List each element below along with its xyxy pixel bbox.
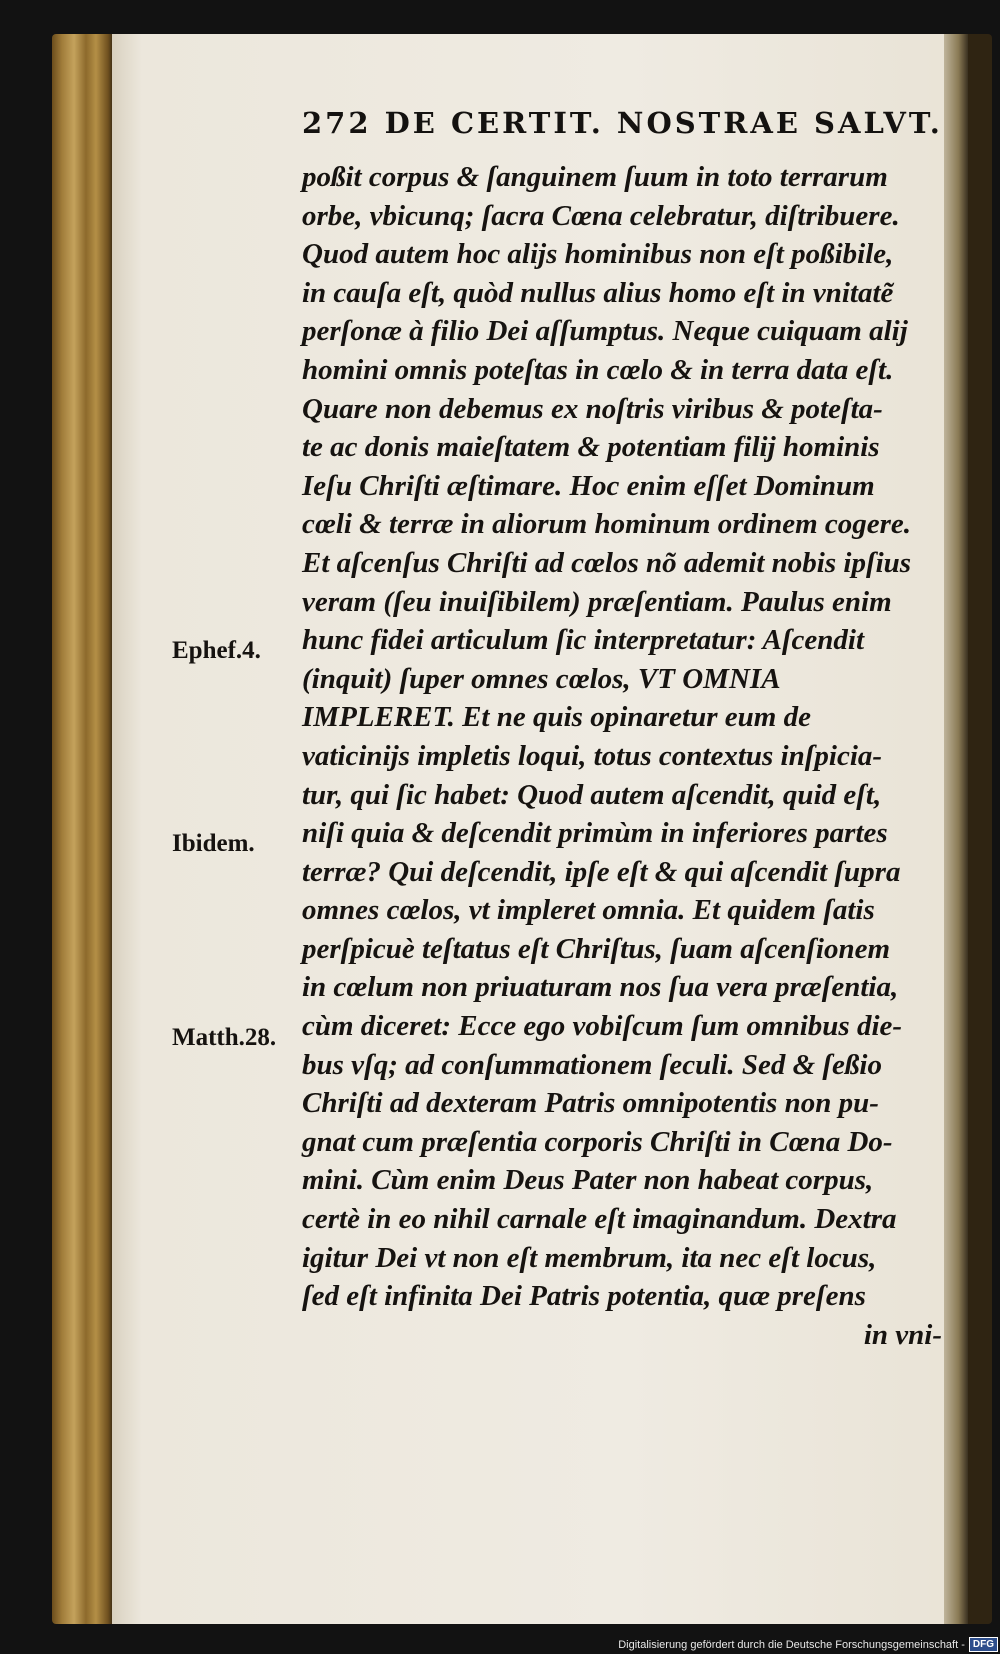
text-line: homini omnis poteſtas in cœlo & in terra data eſt. xyxy=(302,353,894,386)
text-line: Ieſu Chriſti æſtimare. Hoc enim eſſet Dominum xyxy=(302,469,875,502)
text-line: niſi quia & deſcendit primùm in inferiores partes xyxy=(302,817,888,850)
page-edge xyxy=(944,34,968,1624)
text-line: cœli & terræ in aliorum hominum ordinem cogere. xyxy=(302,508,912,541)
text-line: in cauſa eſt, quòd nullus alius homo eſt in vnitatẽ xyxy=(302,276,894,309)
text-line: Quod autem hoc alijs hominibus non eſt poßibile, xyxy=(302,238,894,271)
catchword: in vni- xyxy=(863,1318,942,1351)
text-line: Quare non debemus ex noſtris viribus & poteſta- xyxy=(302,392,883,425)
text-line: vaticinijs impletis loqui, totus contextus inſpicia- xyxy=(302,739,883,772)
text-line: omnes cœlos, vt impleret omnia. Et quidem ſatis xyxy=(302,894,875,927)
body-text xyxy=(302,158,942,1354)
text-line: certè in eo nihil carnale eſt imaginandum. Dextra xyxy=(302,1203,897,1236)
footer-text: Digitalisierung gefördert durch die Deutsche Forschungsgemeinschaft - xyxy=(618,1638,965,1651)
text-line: in cœlum non priuaturam nos ſua vera præſentia, xyxy=(302,971,899,1004)
text-line: cùm diceret: Ecce ego vobiſcum ſum omnibus die- xyxy=(302,1010,903,1043)
text-line: ſed eſt infinita Dei Patris potentia, quæ preſens xyxy=(302,1280,866,1313)
text-line: orbe, vbicunq; ſacra Cœna celebratur, diſtribuere. xyxy=(302,199,900,232)
text-line: veram (ſeu inuiſibilem) præſentiam. Paulus enim xyxy=(302,585,892,618)
text-line: perſonæ à filio Dei aſſumptus. Neque cuiquam alij xyxy=(302,315,908,348)
text-line: te ac donis maieſtatem & potentiam filij hominis xyxy=(302,431,880,464)
text-line: IMPLERET. Et ne quis opinaretur eum de xyxy=(302,701,811,734)
text-line: terræ? Qui deſcendit, ipſe eſt & qui aſcendit ſupra xyxy=(302,855,901,888)
page-header: 272 DE CERTIT. NOSTRAE SALVT. xyxy=(302,106,943,140)
dfg-logo: DFG xyxy=(969,1637,998,1652)
margin-note-matth: Matth.28. xyxy=(172,1024,277,1051)
text-line: igitur Dei vt non eſt membrum, ita nec eſt locus, xyxy=(302,1241,877,1274)
text-line: (inquit) ſuper omnes cœlos, VT OMNIA xyxy=(302,662,781,695)
text-line: gnat cum præſentia corporis Chriſti in Cœna Do- xyxy=(302,1125,893,1158)
text-line: perſpicuè teſtatus eſt Chriſtus, ſuam aſcenſionem xyxy=(302,932,891,965)
digitization-footer xyxy=(618,1637,998,1652)
margin-note-ibidem: Ibidem. xyxy=(172,830,255,857)
text-line: Et aſcenſus Chriſti ad cœlos nõ ademit nobis ipſius xyxy=(302,546,912,579)
text-line: Chriſti ad dexteram Patris omnipotentis non pu- xyxy=(302,1087,879,1120)
text-line: poßit corpus & ſanguinem ſuum in toto terrarum xyxy=(302,161,888,193)
text-line: hunc fidei articulum ſic interpretatur: Aſcendit xyxy=(302,624,865,657)
text-line: tur, qui ſic habet: Quod autem aſcendit, quid eſt, xyxy=(302,778,882,811)
text-line: bus vſq; ad conſummationem ſeculi. Sed & ſeßio xyxy=(302,1048,882,1081)
margin-note-ephes: Ephef.4. xyxy=(172,637,261,664)
text-line: mini. Cùm enim Deus Pater non habeat corpus, xyxy=(302,1164,874,1197)
